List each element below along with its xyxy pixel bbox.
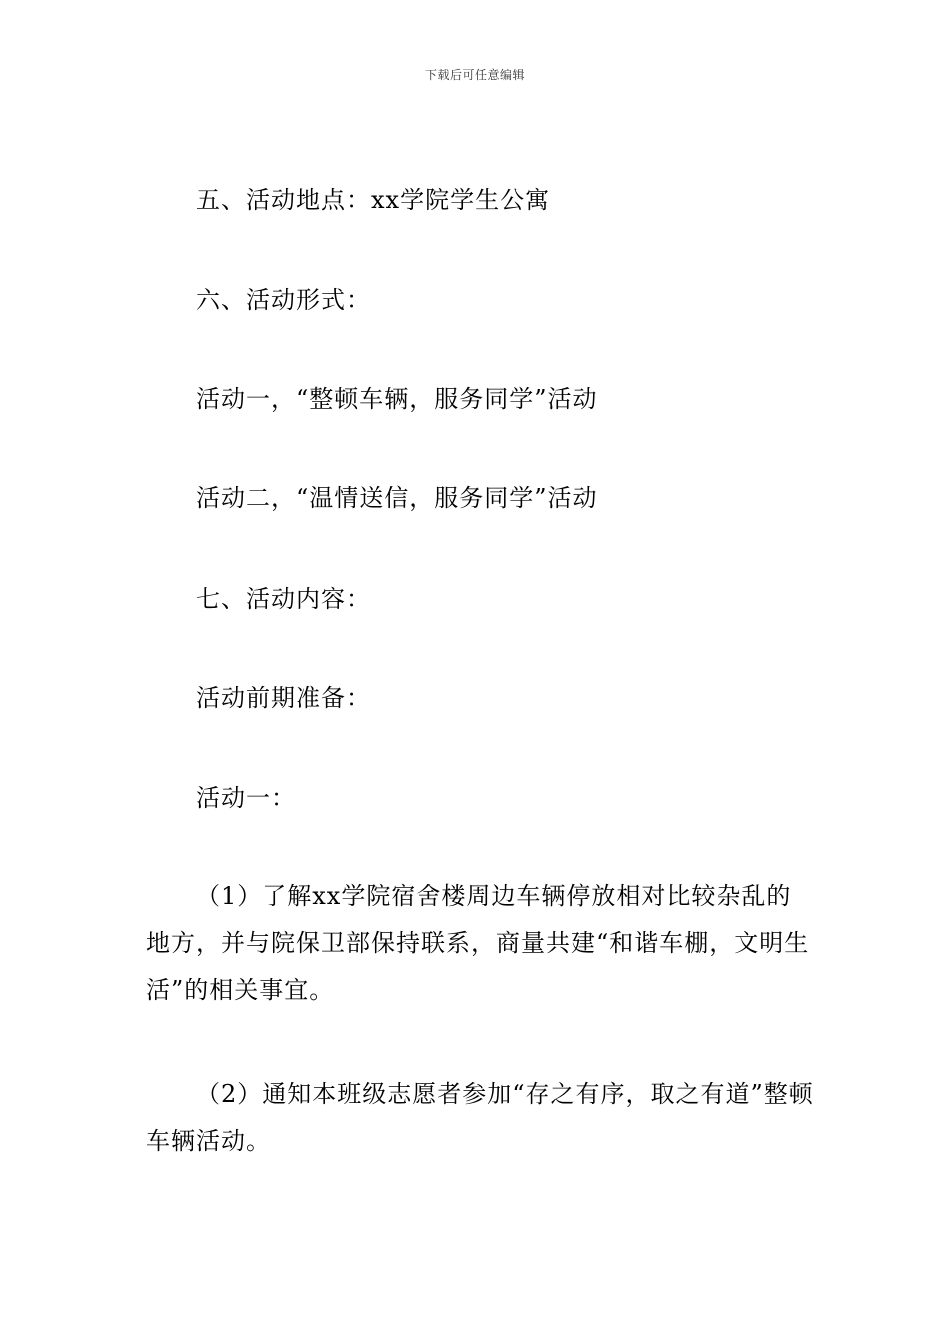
page-header-note: 下载后可任意编辑 xyxy=(424,68,525,82)
activity-location-line: 五、活动地点：xx学院学生公寓 xyxy=(196,186,551,214)
preparation-item-2: （2）通知本班级志愿者参加“存之有序，取之有道”整顿车辆活动。 xyxy=(146,1080,814,1155)
activity-form-heading: 六、活动形式： xyxy=(196,286,371,314)
preparation-item-1: （1）了解xx学院宿舍楼周边车辆停放相对比较杂乱的地方，并与院保卫部保持联系，商量共建“和谐车棚，文明生活”的相关事宜。 xyxy=(146,882,810,1004)
activity-two-line: 活动二，“温情送信，服务同学”活动 xyxy=(196,484,598,512)
activity-content-heading: 七、活动内容： xyxy=(196,585,371,613)
preparation-heading: 活动前期准备： xyxy=(196,684,371,712)
activity-one-label: 活动一： xyxy=(196,784,296,812)
activity-one-line: 活动一，“整顿车辆，服务同学”活动 xyxy=(196,385,598,413)
